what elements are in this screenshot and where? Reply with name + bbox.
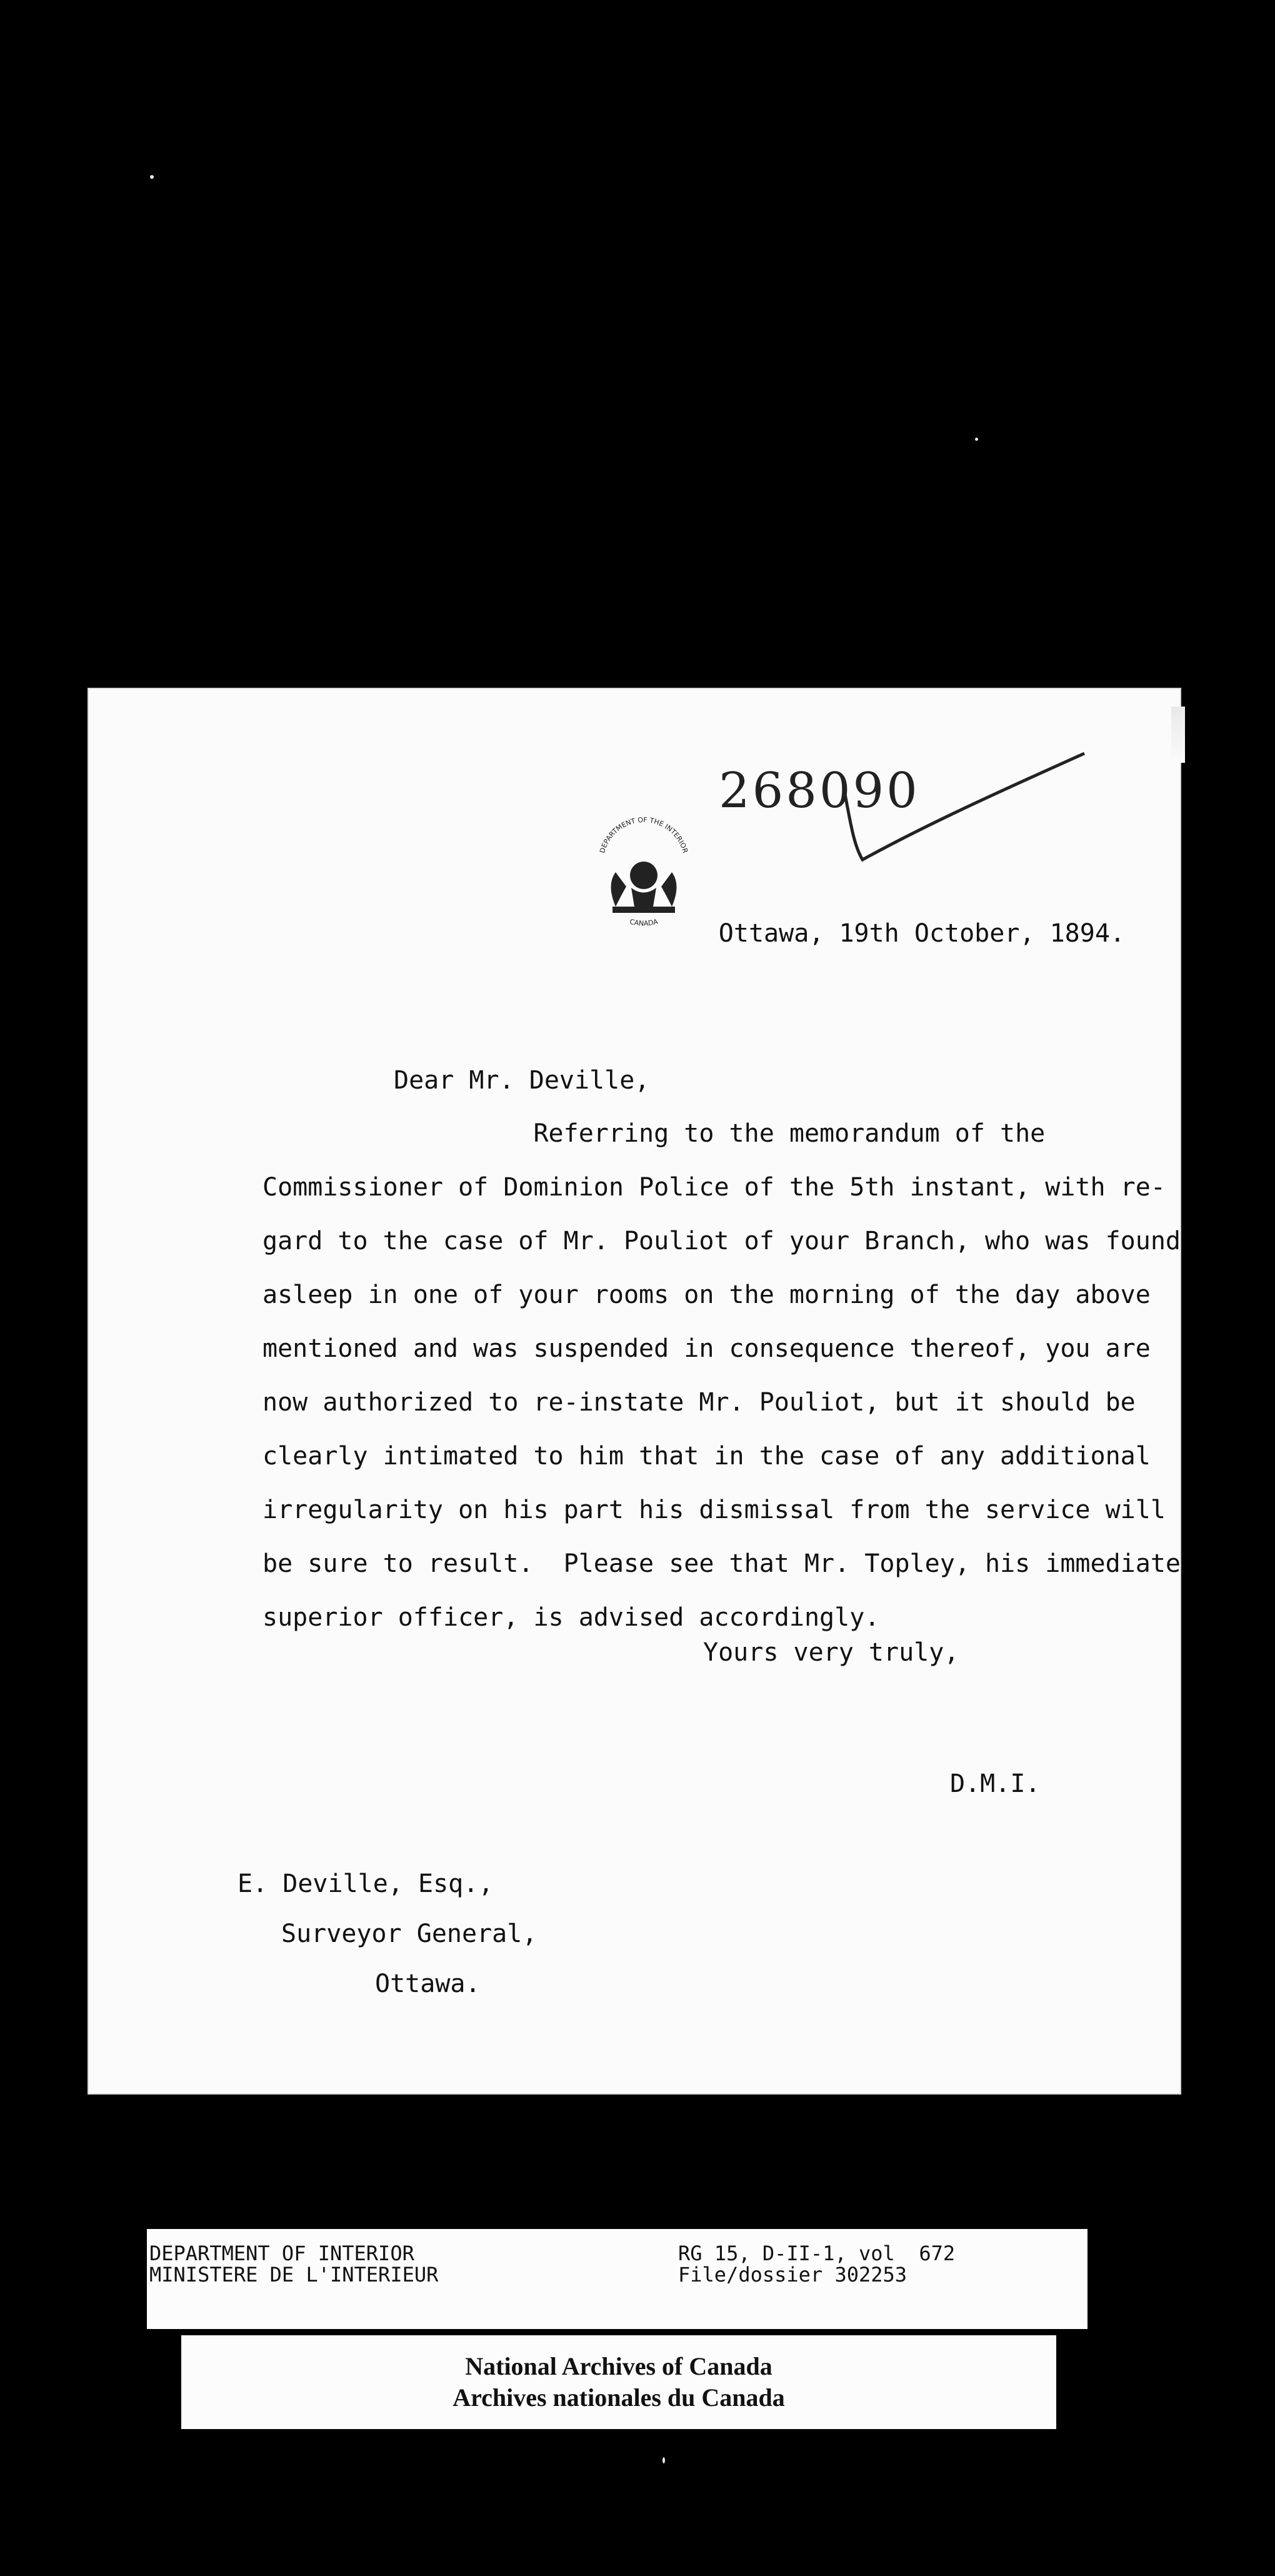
letter-initials: D.M.I. xyxy=(950,1769,1041,1798)
letter-salutation: Dear Mr. Deville, xyxy=(394,1066,650,1095)
seal-bottom-text: CANADA xyxy=(629,917,659,928)
seal-top-text: DEPARTMENT OF THE INTERIOR xyxy=(598,815,689,854)
address-line-name: E. Deville, Esq., xyxy=(238,1869,494,1898)
body-line: be sure to result. Please see that Mr. Topley, his immediate xyxy=(262,1549,1181,1578)
file-stamp-number: 268090 xyxy=(719,763,920,819)
dept-english: DEPARTMENT OF INTERIOR xyxy=(149,2241,414,2265)
film-speck xyxy=(662,2457,665,2463)
body-line: gard to the case of Mr. Pouliot of your Branch, who was found xyxy=(262,1227,1181,1255)
file-dossier-ref: File/dossier 302253 xyxy=(678,2263,908,2287)
body-line: Referring to the memorandum of the xyxy=(262,1119,1046,1148)
archive-reference-label xyxy=(147,2229,1088,2329)
address-line-title: Surveyor General, xyxy=(281,1919,538,1948)
film-speck xyxy=(150,175,154,179)
check-mark-icon xyxy=(831,750,1094,875)
body-line: Commissioner of Dominion Police of the 5th instant, with re- xyxy=(262,1173,1166,1202)
archive-banner xyxy=(181,2335,1056,2429)
body-line: now authorized to re-instate Mr. Pouliot, but it should be xyxy=(262,1388,1136,1417)
film-speck xyxy=(975,438,978,441)
record-group-ref: RG 15, D-II-1, vol 672 xyxy=(678,2241,956,2265)
letter-body xyxy=(262,1119,1181,1657)
letter-closing: Yours very truly, xyxy=(703,1638,959,1667)
page-fold xyxy=(1171,707,1185,763)
archive-department xyxy=(149,2243,438,2285)
body-line: asleep in one of your rooms on the morning of the day above xyxy=(262,1280,1151,1309)
archive-name-french: Archives nationales du Canada xyxy=(452,2383,785,2412)
body-line: superior officer, is advised accordingly. xyxy=(262,1603,880,1632)
address-line-city: Ottawa. xyxy=(375,1970,481,1998)
dept-french: MINISTERE DE L'INTERIEUR xyxy=(149,2263,439,2287)
svg-text:CANADA xyxy=(629,917,659,927)
body-line: clearly intimated to him that in the case of any additional xyxy=(262,1442,1151,1471)
body-line: mentioned and was suspended in consequence thereof, you are xyxy=(262,1334,1151,1363)
svg-text:DEPARTMENT OF THE INTERIOR xyxy=(598,816,689,854)
letter-page xyxy=(88,688,1181,2095)
letter-date: Ottawa, 19th October, 1894. xyxy=(718,919,1125,948)
archive-name-english: National Archives of Canada xyxy=(465,2352,772,2380)
body-line: irregularity on his part his dismissal from the service will xyxy=(262,1496,1166,1524)
department-seal-icon xyxy=(588,813,700,932)
archive-reference xyxy=(678,2243,955,2285)
